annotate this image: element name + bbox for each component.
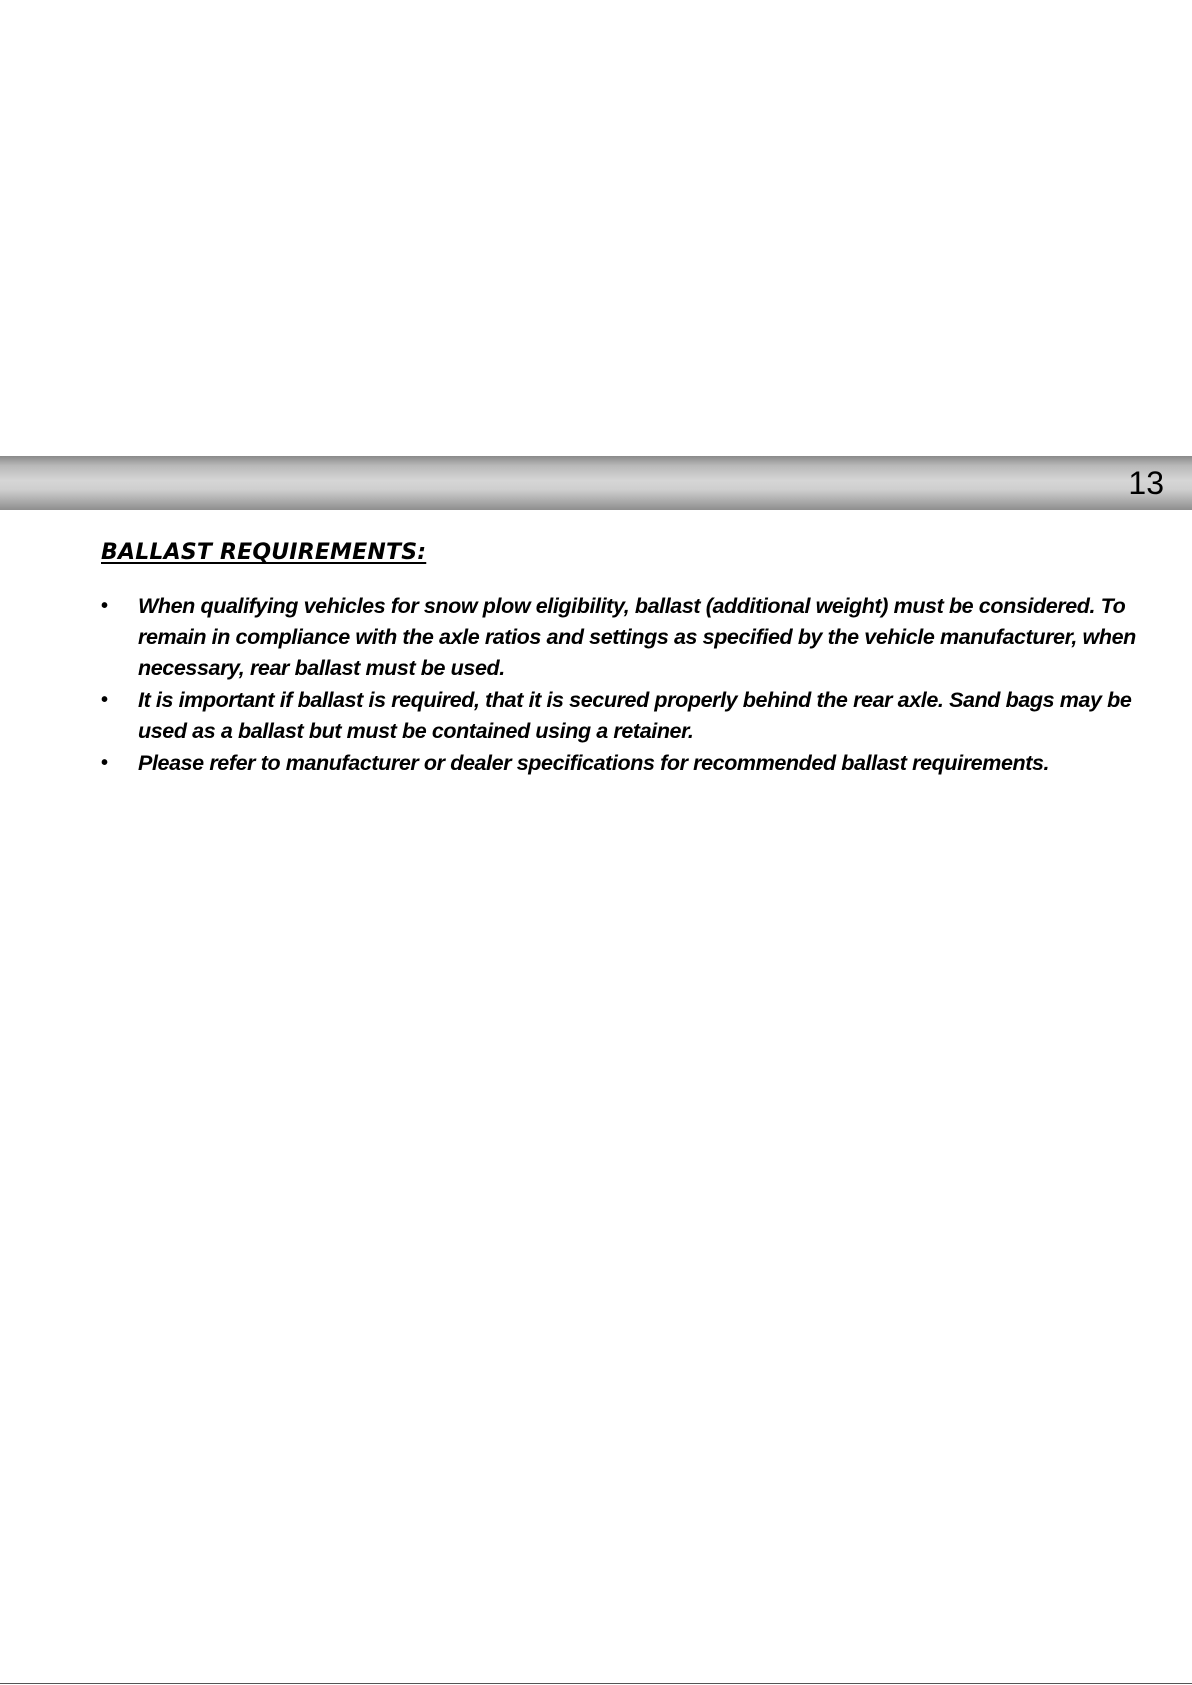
bullet-icon: • xyxy=(101,752,108,774)
list-item xyxy=(101,685,1141,747)
page-number: 13 xyxy=(1128,465,1164,501)
page-bottom-divider xyxy=(0,1683,1192,1684)
bullet-icon: • xyxy=(101,595,108,617)
bullet-icon: • xyxy=(101,689,108,711)
section-title: BALLAST REQUIREMENTS: xyxy=(101,540,427,565)
list-item xyxy=(101,591,1141,684)
list-item-text: When qualifying vehicles for snow plow eligibility, ballast (additional weight) must be considered. To remain in compliance with the axle ratios and settings as specified by the vehicle manufacturer, when necessary, rear ballast must be used. xyxy=(138,594,1136,680)
list-item xyxy=(101,748,1141,779)
list-item-text: It is important if ballast is required, that it is secured properly behind the rear axle. Sand bags may be used as a ballast but must be contained using a retainer. xyxy=(138,688,1132,743)
list-item-text: Please refer to manufacturer or dealer specifications for recommended ballast requirements. xyxy=(138,751,1050,775)
page-header-band xyxy=(0,456,1192,510)
ballast-section xyxy=(101,540,1141,780)
ballast-bullet-list xyxy=(101,591,1141,779)
